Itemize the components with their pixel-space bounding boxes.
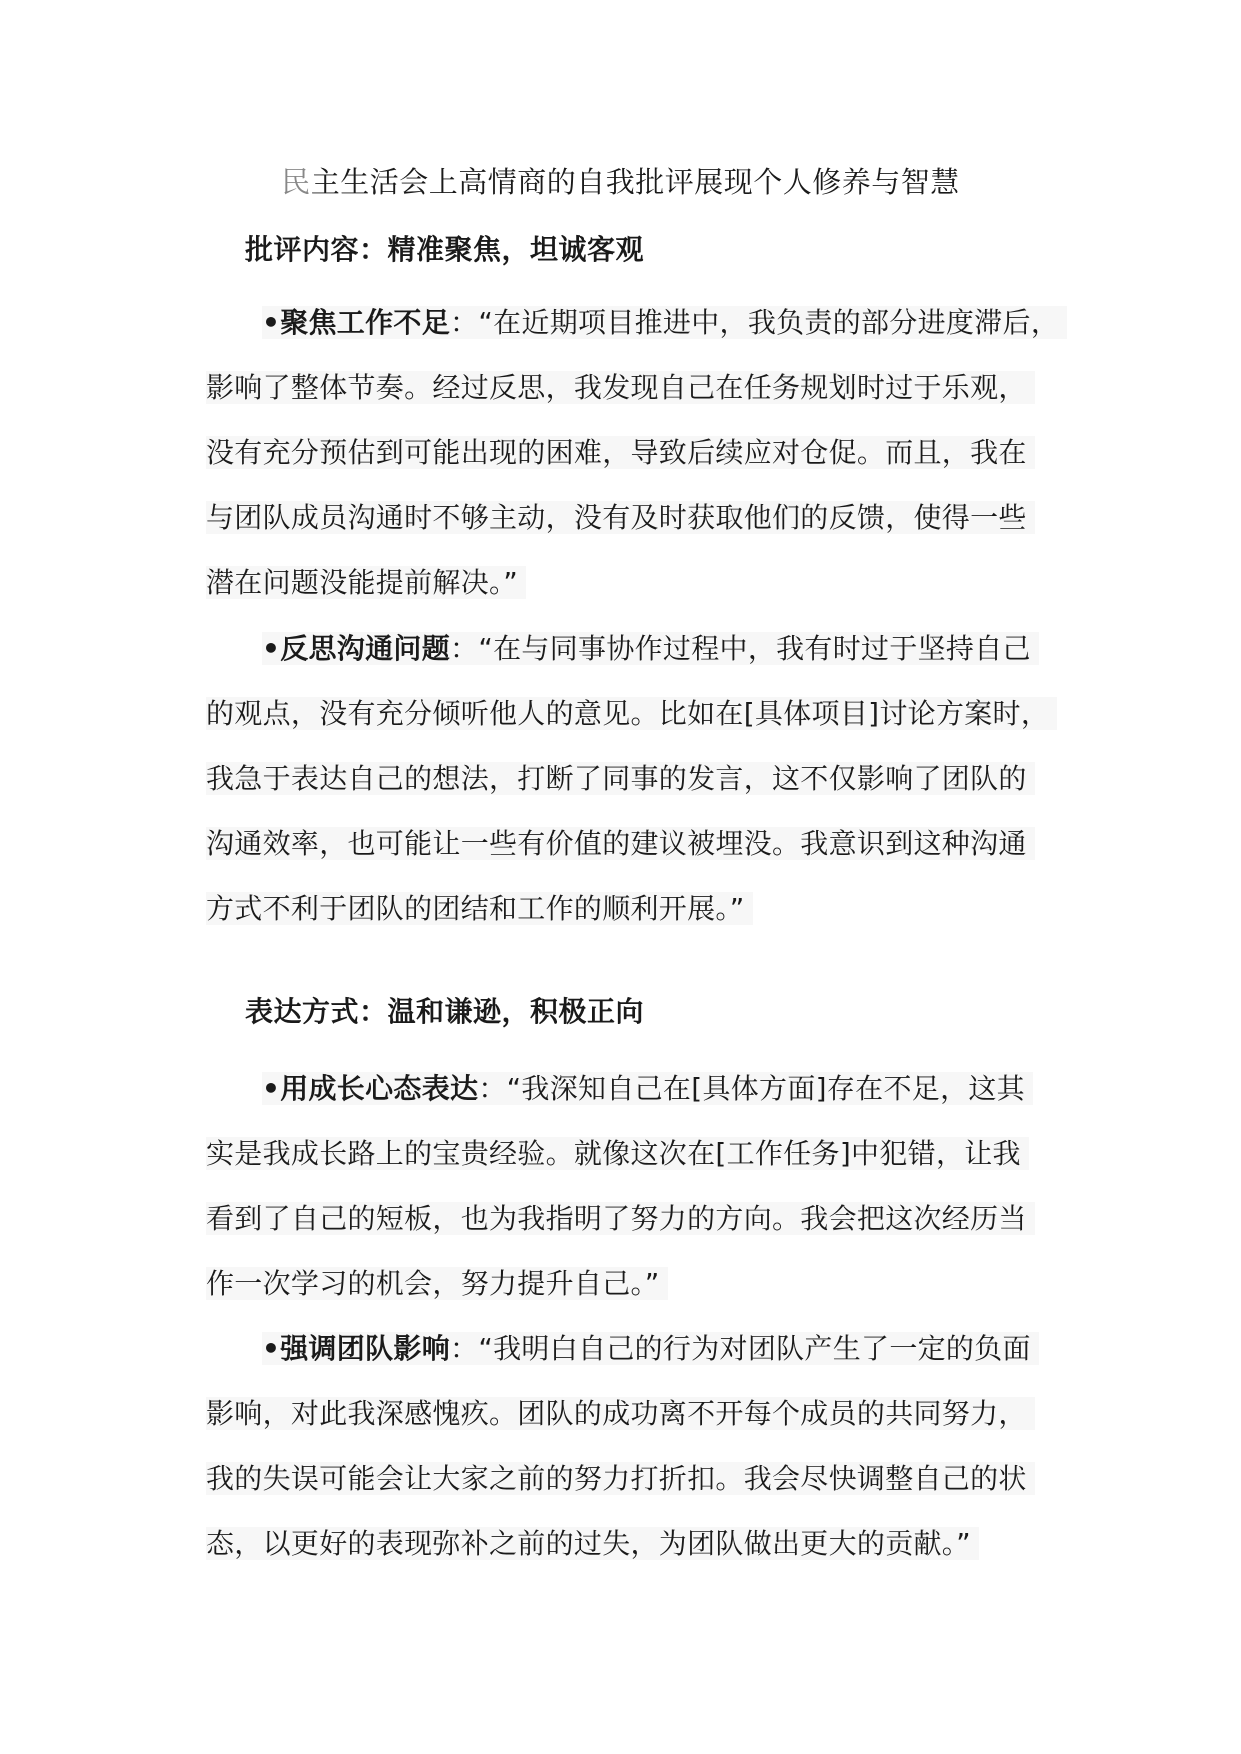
- paragraph-line: [206, 811, 1076, 876]
- bullet-dot: •: [262, 1332, 281, 1365]
- paragraph-reflect-communication: [206, 616, 1076, 941]
- line-text: 没有充分预估到可能出现的困难，导致后续应对仓促。而且，我在: [206, 436, 1035, 469]
- line-text: ：“我明白自己的行为对团队产生了一定的负面: [450, 1332, 1031, 1365]
- paragraph-line: [206, 616, 1076, 681]
- line-text: 看到了自己的短板，也为我指明了努力的方向。我会把这次经历当: [206, 1202, 1035, 1235]
- bullet-dot: •: [262, 1072, 281, 1105]
- line-text: 实是我成长路上的宝贵经验。就像这次在[工作任务]中犯错，让我: [206, 1137, 1029, 1170]
- paragraph-line: [206, 1056, 1076, 1121]
- line-text: ：“我深知自己在[具体方面]存在不足，这其: [478, 1072, 1025, 1105]
- item-label: 反思沟通问题: [280, 632, 451, 665]
- paragraph-line: [206, 550, 1076, 615]
- bullet-dot: •: [262, 306, 281, 339]
- paragraph-line: [206, 485, 1076, 550]
- item-label: 强调团队影响: [280, 1332, 451, 1365]
- paragraph-line: [206, 355, 1076, 420]
- line-text: ：“在近期项目推进中，我负责的部分进度滞后，: [450, 306, 1060, 339]
- paragraph-line: [206, 1121, 1076, 1186]
- section-heading-criticism-content: 批评内容：精准聚焦，坦诚客观: [245, 233, 645, 266]
- item-label: 用成长心态表达: [280, 1072, 479, 1105]
- paragraph-growth-mindset: [206, 1056, 1076, 1316]
- paragraph-line: [206, 681, 1076, 746]
- paragraph-line: [206, 1511, 1076, 1576]
- paragraph-line: [206, 1316, 1076, 1381]
- document-title: [0, 160, 1241, 204]
- paragraph-team-impact: [206, 1316, 1076, 1576]
- paragraph-line: [206, 1251, 1076, 1316]
- line-text: 作一次学习的机会，努力提升自己。”: [206, 1267, 668, 1300]
- line-text: 潜在问题没能提前解决。”: [206, 566, 526, 599]
- line-text: 的观点，没有充分倾听他人的意见。比如在[具体项目]讨论方案时，: [206, 697, 1057, 730]
- paragraph-line: [206, 1381, 1076, 1446]
- paragraph-line: [206, 1186, 1076, 1251]
- line-text: ：“在与同事协作过程中，我有时过于坚持自己: [450, 632, 1031, 665]
- paragraph-line: [206, 420, 1076, 485]
- line-text: 影响了整体节奏。经过反思，我发现自己在任务规划时过于乐观，: [206, 371, 1035, 404]
- line-text: 方式不利于团队的团结和工作的顺利开展。”: [206, 892, 753, 925]
- item-label: 聚焦工作不足: [280, 306, 451, 339]
- paragraph-line: [206, 876, 1076, 941]
- title-text: 主生活会上高情商的自我批评展现个人修养与智慧: [310, 165, 960, 199]
- paragraph-line: [206, 1446, 1076, 1511]
- paragraph-focus-work-shortcomings: [206, 290, 1076, 615]
- section-heading-expression-style: 表达方式：温和谦逊，积极正向: [245, 995, 645, 1028]
- line-text: 我的失误可能会让大家之前的努力打折扣。我会尽快调整自己的状: [206, 1462, 1035, 1495]
- line-text: 我急于表达自己的想法，打断了同事的发言，这不仅影响了团队的: [206, 762, 1035, 795]
- line-text: 与团队成员沟通时不够主动，没有及时获取他们的反馈，使得一些: [206, 501, 1035, 534]
- line-text: 影响，对此我深感愧疚。团队的成功离不开每个成员的共同努力，: [206, 1397, 1035, 1430]
- title-first-char: 民: [281, 165, 311, 199]
- paragraph-line: [206, 290, 1076, 355]
- line-text: 态，以更好的表现弥补之前的过失，为团队做出更大的贡献。”: [206, 1527, 979, 1560]
- paragraph-line: [206, 746, 1076, 811]
- bullet-dot: •: [262, 632, 281, 665]
- line-text: 沟通效率，也可能让一些有价值的建议被埋没。我意识到这种沟通: [206, 827, 1035, 860]
